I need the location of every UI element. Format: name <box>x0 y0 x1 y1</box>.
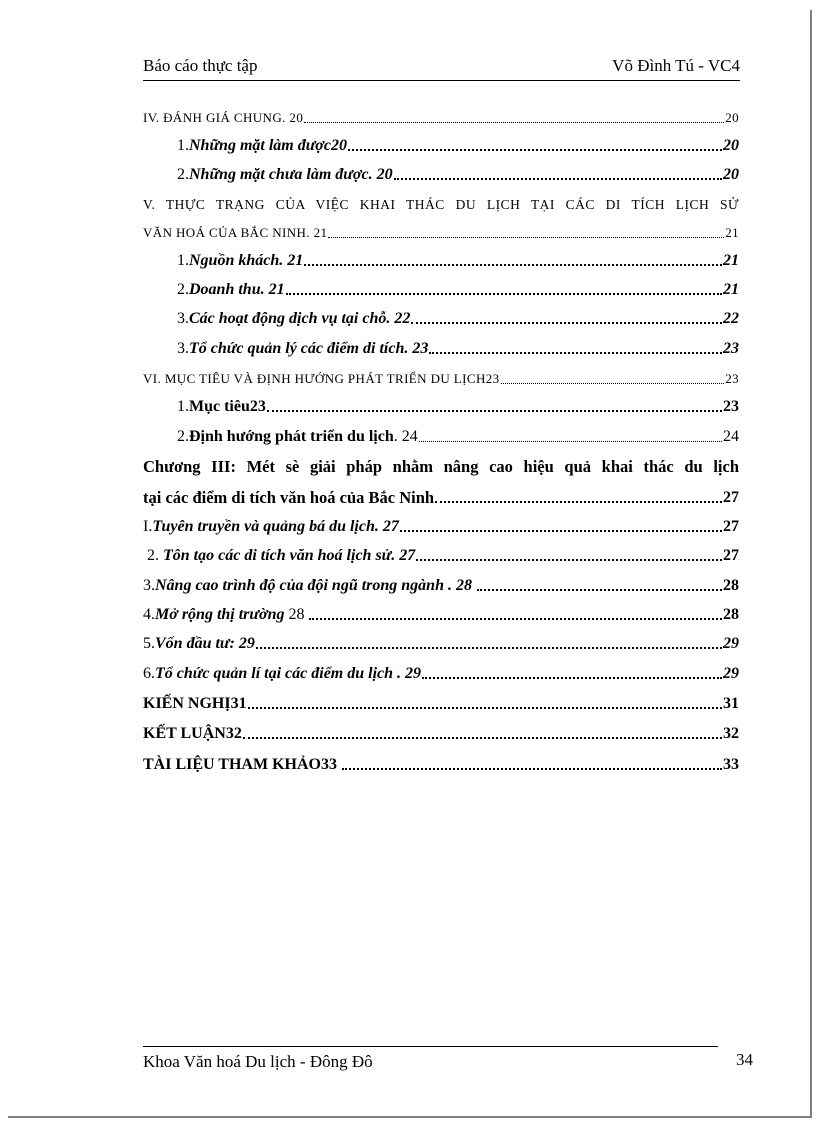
toc-entry-number: 6. <box>143 665 155 682</box>
toc-entry-dich-vu[interactable] <box>177 306 739 330</box>
toc-page-number: 21 <box>723 252 739 269</box>
toc-entry-title: Những mặt chưa làm được. 20 <box>189 166 393 183</box>
toc-entry-title: tại các điểm di tích văn hoá của Bắc Ninh <box>143 488 435 507</box>
toc-leader <box>435 501 722 503</box>
toc-leader <box>304 264 722 266</box>
toc-leader <box>477 589 722 591</box>
toc-leader <box>348 149 722 151</box>
toc-leader <box>429 352 722 354</box>
toc-entry-number: 2. <box>177 166 189 183</box>
toc-page-number: 22 <box>723 310 739 327</box>
toc-entry-number: 2. <box>177 428 189 445</box>
toc-entry-to-chuc-quan-ly[interactable] <box>177 336 739 360</box>
toc-page-number: 28 <box>723 577 739 594</box>
toc-entry-title: Nâng cao trình độ của đội ngũ trong ngành . 28 <box>155 577 476 594</box>
toc-page-number: 23 <box>723 340 739 357</box>
toc-entry-number: 3. <box>143 577 155 594</box>
toc-leader <box>304 122 724 123</box>
toc-page-number: 33 <box>723 756 739 773</box>
toc-entry-title: VĂN HOÁ CỦA BẮC NINH. 21 <box>143 225 328 240</box>
toc-entry-suffix: 28 <box>284 606 309 623</box>
toc-entry-title: Nguồn khách. 21 <box>189 252 304 269</box>
toc-page-number: 32 <box>723 725 739 742</box>
toc-page-number: 20 <box>723 166 739 183</box>
toc-page-number: 20 <box>723 137 739 154</box>
toc-entry-title: Những mặt làm được20 <box>189 137 347 154</box>
toc-page-number: 29 <box>723 635 739 652</box>
toc-entry-title: Tổ chức quản lí tại các điểm du lịch . 29 <box>155 665 422 682</box>
toc-leader <box>416 559 722 561</box>
toc-entry-nguon-khach[interactable] <box>177 248 739 272</box>
toc-entry-title: Doanh thu. 21 <box>189 281 285 298</box>
toc-page-number: 27 <box>723 489 739 506</box>
toc-entry-danh-gia-chung[interactable] <box>143 105 739 129</box>
toc-page-number: 21 <box>725 225 739 240</box>
toc-entry-number: 2. <box>177 281 189 298</box>
footer-rule <box>143 1046 718 1047</box>
toc-page-number: 20 <box>725 110 739 125</box>
header-author: Võ Đình Tú - VC4 <box>612 56 740 75</box>
toc-entry-title: Mở rộng thị trường <box>155 606 285 623</box>
toc-entry-number: 3. <box>177 310 189 327</box>
toc-leader <box>256 647 722 649</box>
toc-page-number: 21 <box>723 281 739 298</box>
toc-entry-nang-cao-trinh-do[interactable] <box>143 573 739 597</box>
toc-page-number: 27 <box>723 518 739 535</box>
toc-leader <box>400 530 722 532</box>
footer-department: Khoa Văn hoá Du lịch - Đông Đô <box>143 1052 373 1071</box>
toc-entry-chuong-3-line1[interactable]: Chương III: Mét sè giải pháp nhằm nâng cao hiệu quả khai thác du lịch <box>143 457 739 476</box>
toc-entry-title: IV. ĐÁNH GIÁ CHUNG. 20 <box>143 110 304 125</box>
toc-entry-quan-li-diem-du-lich[interactable] <box>143 661 739 685</box>
toc-entry-mo-rong-thi-truong[interactable] <box>143 602 739 626</box>
footer-page-number: 34 <box>736 1050 753 1069</box>
toc-leader <box>501 383 725 384</box>
toc-entry-thuc-trang-line1[interactable]: V. THỰC TRẠNG CỦA VIỆC KHAI THÁC DU LỊCH TẠI CÁC DI TÍCH LỊCH SỬ <box>143 197 739 212</box>
toc-entry-number: 3. <box>177 340 189 357</box>
toc-entry-title: VI. MỤC TIÊU VÀ ĐỊNH HƯỚNG PHÁT TRIỂN DU LỊCH23 <box>143 371 500 386</box>
toc-entry-chuong-3[interactable] <box>143 485 739 509</box>
toc-entry-mat-chua-lam-duoc[interactable] <box>177 162 739 186</box>
toc-entry-title: Tổ chức quản lý các điểm di tích. 23 <box>189 340 429 357</box>
toc-entry-ket-luan[interactable] <box>143 721 739 745</box>
toc-entry-muc-tieu-dinh-huong[interactable] <box>143 366 739 390</box>
toc-entry-number: 2. <box>143 547 163 564</box>
toc-entry-title: Các hoạt động dịch vụ tại chỗ. 22 <box>189 310 411 327</box>
toc-entry-number: 5. <box>143 635 155 652</box>
toc-page-number: 24 <box>723 428 739 445</box>
toc-entry-number: 1. <box>177 252 189 269</box>
toc-page-number: 29 <box>723 665 739 682</box>
toc-entry-title: Tuyên truyền và quảng bá du lịch. 27 <box>152 518 399 535</box>
toc-leader <box>243 737 722 739</box>
toc-page-number: 23 <box>725 371 739 386</box>
toc-leader <box>328 237 724 238</box>
toc-leader <box>309 618 722 620</box>
toc-leader <box>248 707 722 709</box>
toc-leader <box>411 322 722 324</box>
toc-entry-number: 1. <box>177 398 189 415</box>
toc-entry-suffix: . 24 <box>393 428 418 445</box>
toc-entry-tai-lieu-tham-khao[interactable] <box>143 752 739 776</box>
toc-leader <box>267 410 722 412</box>
toc-entry-number: I. <box>143 518 153 535</box>
toc-entry-title: KẾT LUẬN32 <box>143 725 242 742</box>
header-report-title: Báo cáo thực tập <box>143 56 258 75</box>
toc-leader <box>286 293 722 295</box>
toc-entry-title: TÀI LIỆU THAM KHẢO33 <box>143 756 341 773</box>
toc-entry-von-dau-tu[interactable] <box>143 631 739 655</box>
toc-entry-dinh-huong[interactable] <box>177 424 739 448</box>
toc-page-number: 23 <box>723 398 739 415</box>
toc-entry-title: Mục tiêu23 <box>189 398 266 415</box>
toc-entry-title: Vốn đầu tư: 29 <box>155 635 255 652</box>
toc-entry-title: Tôn tạo các di tích văn hoá lịch sử. 27 <box>163 547 416 564</box>
toc-entry-title: Định hướng phát triển du lịch <box>189 428 394 445</box>
toc-entry-ton-tao[interactable] <box>143 543 739 567</box>
toc-leader <box>422 677 722 679</box>
toc-page-number: 27 <box>723 547 739 564</box>
toc-entry-title: KIẾN NGHỊ31 <box>143 695 247 712</box>
toc-entry-tuyen-truyen[interactable] <box>143 514 739 538</box>
toc-leader <box>419 441 722 442</box>
toc-entry-thuc-trang[interactable] <box>143 220 739 244</box>
toc-leader <box>342 768 722 770</box>
toc-entry-muc-tieu[interactable] <box>177 394 739 418</box>
toc-entry-doanh-thu[interactable] <box>177 277 739 301</box>
toc-entry-number: 1. <box>177 137 189 154</box>
toc-entry-mat-lam-duoc[interactable] <box>177 133 739 157</box>
toc-entry-number: 4. <box>143 606 155 623</box>
toc-page-number: 28 <box>723 606 739 623</box>
toc-entry-kien-nghi[interactable] <box>143 691 739 715</box>
toc-leader <box>394 178 722 180</box>
toc-page-number: 31 <box>723 695 739 712</box>
